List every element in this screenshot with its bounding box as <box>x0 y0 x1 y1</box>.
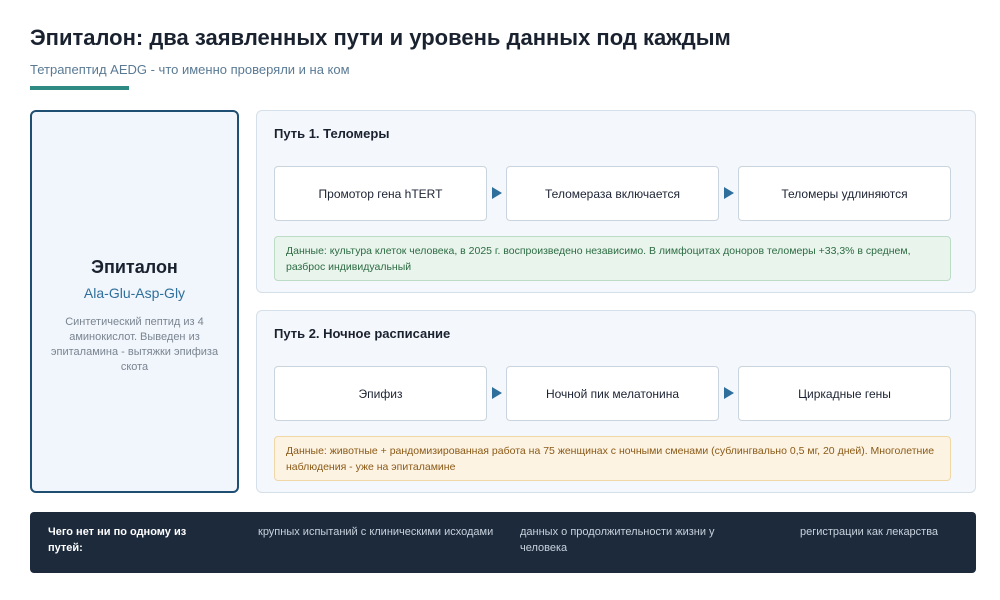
arrow-right-icon <box>492 387 502 399</box>
page-subtitle: Тетрапептид AEDG - что именно проверяли и на ком <box>30 62 350 77</box>
path-step: Ночной пик мелатонина <box>506 366 719 421</box>
path-panel-telomeres <box>256 110 976 293</box>
path-panel-night-schedule <box>256 310 976 493</box>
path-step: Циркадные гены <box>738 366 951 421</box>
peptide-description: Синтетический пептид из 4 аминокислот. Выведен из эпиталамина - вытяжки эпифиза скота <box>50 315 219 373</box>
peptide-card <box>30 110 239 493</box>
missing-item: крупных испытаний с клиническими исходами <box>258 526 494 538</box>
arrow-right-icon <box>724 187 734 199</box>
evidence-note: Данные: культура клеток человека, в 2025 г. воспроизведено независимо. В лимфоцитах доноров теломеры +33,3% в среднем, разброс индивидуальный <box>274 236 951 281</box>
accent-bar <box>30 86 129 90</box>
evidence-note: Данные: животные + рандомизированная работа на 75 женщинах с ночными сменами (сублингвально 0,5 мг, 20 дней). Многолетние наблюдения - уже на эпиталамине <box>274 436 951 481</box>
peptide-name: Эпиталон <box>91 256 178 277</box>
path-title: Путь 1. Теломеры <box>274 126 390 141</box>
footer-label: Чего нет ни по одному из путей: <box>48 526 187 554</box>
peptide-sequence: Ala-Glu-Asp-Gly <box>83 284 186 301</box>
missing-item: регистрации как лекарства <box>800 526 939 538</box>
page-title: Эпиталон: два заявленных пути и уровень данных под каждым <box>30 25 731 50</box>
path-step: Теломераза включается <box>506 166 719 221</box>
path-title: Путь 2. Ночное расписание <box>274 326 451 341</box>
path-step: Эпифиз <box>274 366 487 421</box>
path-step: Теломеры удлиняются <box>738 166 951 221</box>
missing-item: данных о продолжительности жизни у человека <box>520 526 715 554</box>
missing-evidence-footer <box>30 512 976 573</box>
path-step: Промотор гена hTERT <box>274 166 487 221</box>
arrow-right-icon <box>724 387 734 399</box>
arrow-right-icon <box>492 187 502 199</box>
